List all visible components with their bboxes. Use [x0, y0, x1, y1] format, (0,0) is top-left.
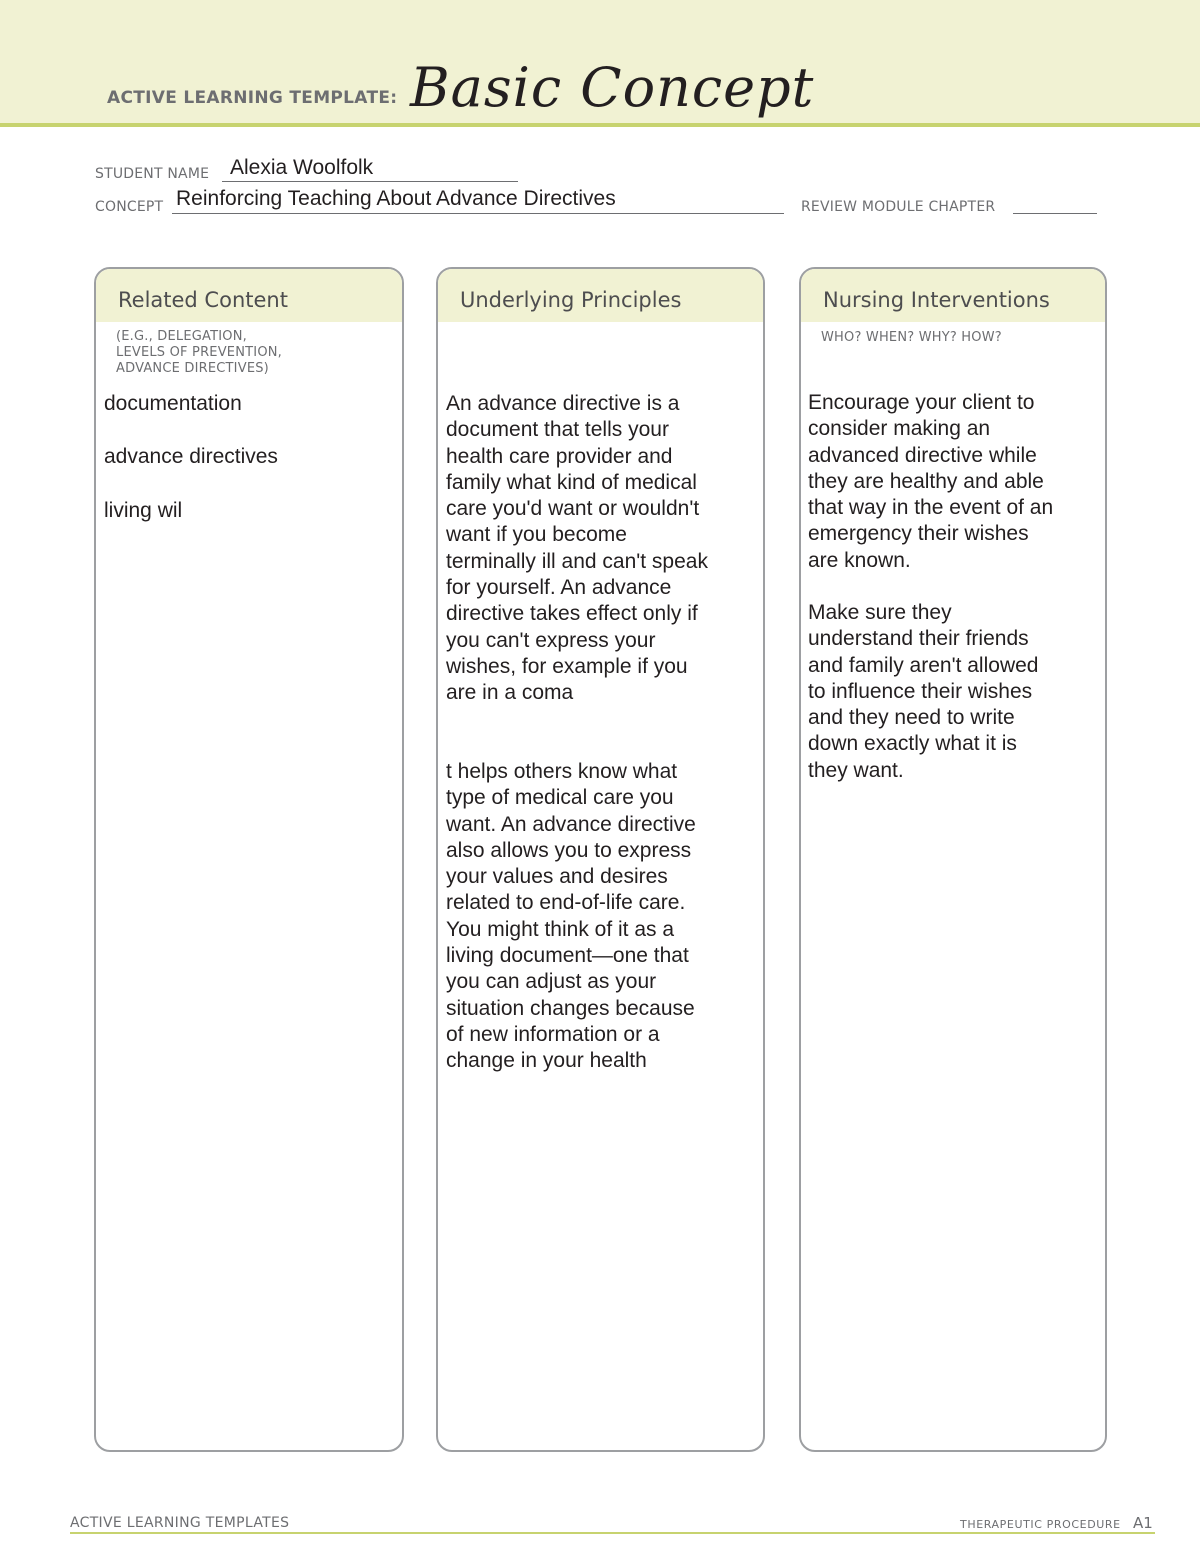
text-line: your values and desires [446, 865, 668, 889]
interventions-paragraph-2[interactable] [808, 600, 1038, 784]
text-line: health care provider and [446, 444, 673, 468]
text-line: that way in the event of an [808, 496, 1054, 520]
text-line: related to end-of-life care. [446, 891, 686, 915]
student-name-line [222, 181, 518, 182]
text-line: Make sure they [808, 601, 952, 624]
text-line: are in a coma [446, 681, 574, 705]
text-line: An advance directive is a [446, 392, 680, 415]
related-content-panel [94, 267, 404, 1452]
text-line: t helps others know what [446, 760, 678, 783]
footer-rule [70, 1532, 1155, 1534]
nursing-interventions-title: Nursing Interventions [801, 269, 1105, 322]
principles-paragraph-2[interactable] [446, 759, 696, 1075]
list-item: advance directives [104, 445, 278, 469]
footer-page-number: A1 [1133, 1514, 1153, 1532]
text-line: you can't express your [446, 628, 656, 652]
header-rule [0, 123, 1200, 127]
text-line: Encourage your client to [808, 391, 1035, 414]
text-line: understand their friends [808, 627, 1029, 651]
student-name-label: STUDENT NAME [95, 166, 210, 182]
text-line: type of medical care you [446, 786, 674, 810]
related-content-hint [116, 329, 282, 377]
related-content-title: Related Content [96, 269, 402, 322]
text-line: document that tells your [446, 418, 669, 442]
text-line: situation changes because [446, 996, 695, 1020]
list-item: documentation [104, 392, 242, 415]
text-line: You might think of it as a [446, 917, 675, 941]
text-line: down exactly what it is [808, 732, 1017, 756]
footer-series-label: ACTIVE LEARNING TEMPLATES [70, 1515, 290, 1531]
template-title: Basic Concept [410, 56, 815, 119]
nursing-interventions-panel [799, 267, 1107, 1452]
hint-line: ADVANCE DIRECTIVES) [116, 361, 269, 376]
principles-paragraph-1[interactable] [446, 391, 708, 707]
list-item: living wil [104, 498, 183, 522]
text-line: and they need to write [808, 706, 1015, 730]
text-line: want if you become [446, 523, 627, 547]
text-line: to influence their wishes [808, 679, 1033, 703]
template-label: ACTIVE LEARNING TEMPLATE: [107, 88, 398, 108]
text-line: also allows you to express [446, 838, 692, 862]
concept-label: CONCEPT [95, 199, 164, 215]
underlying-principles-panel [436, 267, 765, 1452]
concept-line [172, 213, 784, 214]
text-line: consider making an [808, 417, 991, 441]
related-content-items[interactable] [104, 391, 278, 524]
text-line: change in your health [446, 1049, 647, 1073]
text-line: they are healthy and able [808, 469, 1044, 493]
text-line: of new information or a [446, 1022, 660, 1046]
text-line: wishes, for example if you [446, 654, 688, 678]
text-line: terminally ill and can't speak [446, 549, 708, 573]
hint-line: (E.G., DELEGATION, [116, 329, 247, 344]
concept-field[interactable]: Reinforcing Teaching About Advance Directives [176, 187, 616, 210]
footer-category-label: THERAPEUTIC PROCEDURE [960, 1518, 1121, 1531]
hint-line: LEVELS OF PREVENTION, [116, 345, 283, 360]
review-module-field[interactable] [1013, 213, 1097, 214]
text-line: advanced directive while [808, 443, 1037, 467]
text-line: family what kind of medical [446, 470, 697, 494]
nursing-interventions-hint: WHO? WHEN? WHY? HOW? [821, 330, 1002, 345]
text-line: emergency their wishes [808, 522, 1029, 546]
text-line: they want. [808, 758, 904, 782]
text-line: care you'd want or wouldn't [446, 497, 700, 521]
text-line: for yourself. An advance [446, 576, 672, 600]
text-line: you can adjust as your [446, 970, 657, 994]
review-module-label: REVIEW MODULE CHAPTER [801, 199, 996, 215]
underlying-principles-title: Underlying Principles [438, 269, 763, 322]
text-line: directive takes effect only if [446, 602, 698, 626]
interventions-paragraph-1[interactable] [808, 390, 1053, 574]
student-name-field[interactable]: Alexia Woolfolk [230, 156, 374, 179]
text-line: and family aren't allowed [808, 653, 1039, 677]
text-line: want. An advance directive [446, 812, 696, 836]
text-line: are known. [808, 548, 911, 572]
text-line: living document—one that [446, 944, 689, 968]
